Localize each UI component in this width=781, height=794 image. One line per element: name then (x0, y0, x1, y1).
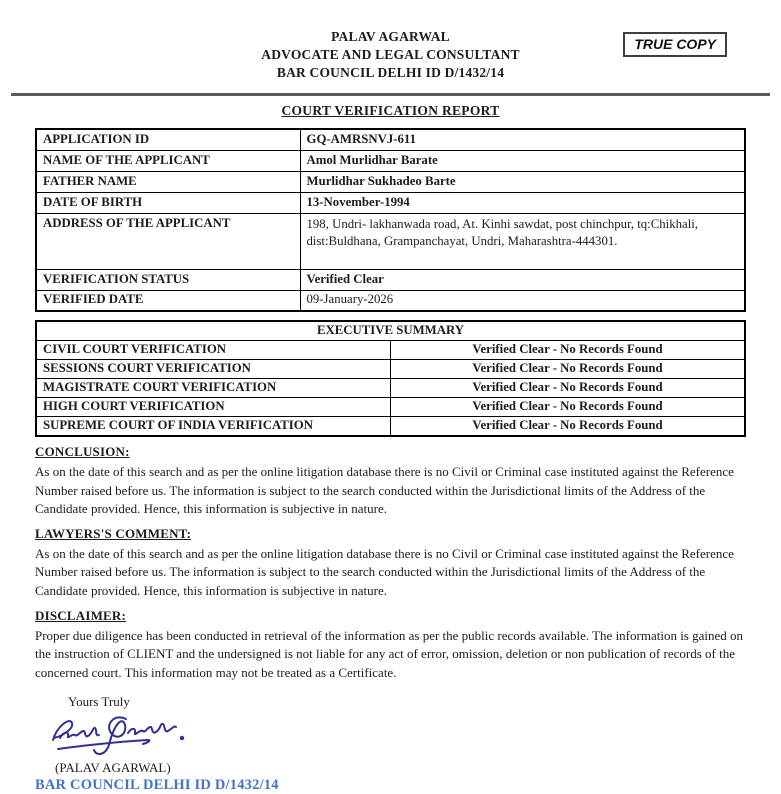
verification-label: SUPREME COURT OF INDIA VERIFICATION (36, 417, 391, 437)
field-label: APPLICATION ID (36, 129, 300, 150)
disclaimer-text: Proper due diligence has been conducted in retrieval of the information as per the public records available. The information is gained on the instruction of CLIENT and the undersigned is not liable for any act of error, omission, deletion or non publication of records of the concerned court. This information may not be treated as a Certificate. (35, 627, 744, 680)
verification-label: HIGH COURT VERIFICATION (36, 398, 391, 417)
table-row (36, 290, 745, 311)
conclusion-heading: CONCLUSION: (35, 444, 130, 459)
field-value: Amol Murlidhar Barate (300, 150, 745, 171)
field-value: 09-January-2026 (300, 290, 745, 311)
field-label: FATHER NAME (36, 171, 300, 192)
executive-summary-title: EXECUTIVE SUMMARY (36, 321, 745, 341)
table-row (36, 379, 745, 398)
field-value: 198, Undri- lakhanwada road, At. Kinhi sawdat, post chinchpur, tq:Chikhali, dist:Buldhana, Grampanchayat, Undri, Maharashtra-444301. (300, 213, 745, 269)
lawyers-comment-section (35, 519, 748, 601)
table-row (36, 398, 745, 417)
table-row (36, 150, 745, 171)
footer-bar-council-id: BAR COUNCIL DELHI ID D/1432/14 (35, 777, 279, 794)
table-row (36, 417, 745, 437)
disclaimer-section (35, 601, 748, 683)
verification-result: Verified Clear - No Records Found (391, 360, 746, 379)
verification-label: MAGISTRATE COURT VERIFICATION (36, 379, 391, 398)
verification-result: Verified Clear - No Records Found (391, 417, 746, 437)
disclaimer-heading: DISCLAIMER: (35, 607, 127, 623)
verification-label: CIVIL COURT VERIFICATION (36, 341, 391, 360)
handwritten-signature-icon (46, 712, 216, 758)
lawyers-comment-text: As on the date of this search and as per the online litigation database there is no Civil or Criminal case instituted against the Reference Number raised before us. The information is subject to the search conducted within the Jurisdictional limits of the Address of the Candidate provided. Hence, this information is subjective in nature. (35, 545, 734, 598)
applicant-details-table (35, 128, 746, 312)
executive-summary-header-row (36, 321, 745, 341)
verification-result: Verified Clear - No Records Found (391, 341, 746, 360)
table-row (36, 192, 745, 213)
field-label: NAME OF THE APPLICANT (36, 150, 300, 171)
advocate-name: PALAV AGARWAL (331, 29, 450, 44)
executive-summary-table (35, 320, 746, 437)
field-label: ADDRESS OF THE APPLICANT (36, 213, 300, 269)
table-row (36, 269, 745, 290)
closing-text: Yours Truly (68, 694, 130, 710)
table-row (36, 341, 745, 360)
field-label: VERIFICATION STATUS (36, 269, 300, 290)
conclusion-text: As on the date of this search and as per the online litigation database there is no Civil or Criminal case instituted against the Reference Number raised before us. The information is subject to the search conducted within the Jurisdictional limits of the Address of the Candidate provided. Hence, this information is subjective in nature. (35, 464, 734, 517)
table-row (36, 360, 745, 379)
true-copy-stamp: TRUE COPY (623, 32, 727, 57)
conclusion-section (35, 437, 748, 519)
verification-result: Verified Clear - No Records Found (391, 398, 746, 417)
header-divider (11, 93, 770, 96)
signature-image (46, 712, 781, 758)
table-row (36, 171, 745, 192)
table-row (36, 129, 745, 150)
table-row (36, 213, 745, 269)
lawyers-comment-heading: LAWYERS'S COMMENT: (35, 525, 192, 541)
signatory-name: (PALAV AGARWAL) (55, 760, 171, 776)
report-title: COURT VERIFICATION REPORT (281, 103, 500, 118)
field-value: GQ-AMRSNVJ-611 (300, 129, 745, 150)
field-label: VERIFIED DATE (36, 290, 300, 311)
field-label: DATE OF BIRTH (36, 192, 300, 213)
advocate-subtitle: ADVOCATE AND LEGAL CONSULTANT (261, 47, 520, 62)
advocate-bar-id: BAR COUNCIL DELHI ID D/1432/14 (276, 65, 505, 80)
field-value: Murlidhar Sukhadeo Barte (300, 171, 745, 192)
verification-label: SESSIONS COURT VERIFICATION (36, 360, 391, 379)
field-value: 13-November-1994 (300, 192, 745, 213)
verification-result: Verified Clear - No Records Found (391, 379, 746, 398)
field-value: Verified Clear (300, 269, 745, 290)
